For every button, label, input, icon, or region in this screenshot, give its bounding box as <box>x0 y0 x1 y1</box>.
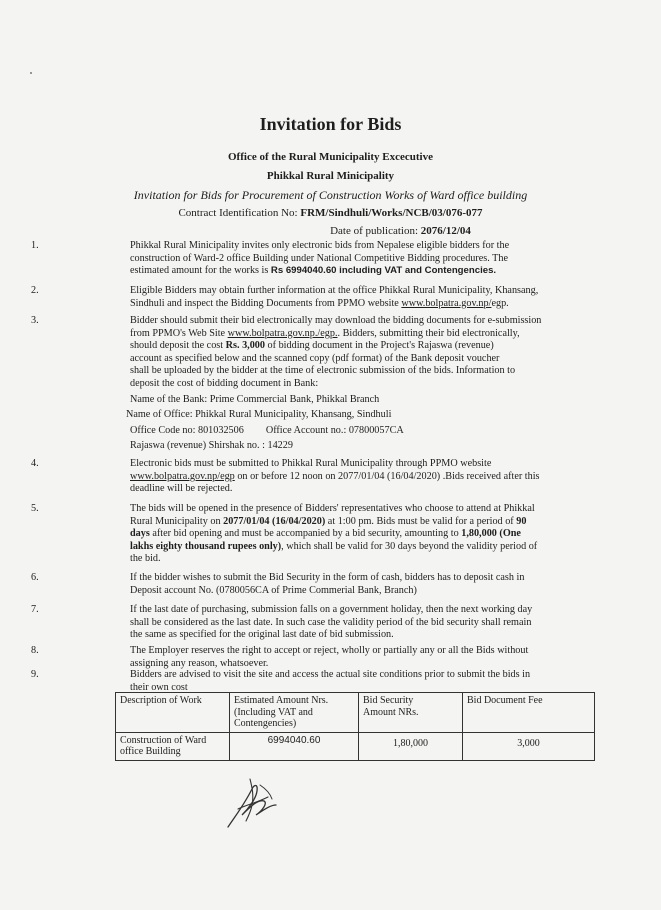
ppmo-link[interactable]: www.bolpatra.gov.np/ <box>401 297 492 309</box>
publication-date: Date of publication: 2076/12/04 <box>330 225 471 237</box>
table-cell-work: Construction of Ward office Building <box>116 732 230 760</box>
purpose-line: Invitation for Bids for Procurement of Construction Works of Ward office building <box>133 188 528 202</box>
municipality-heading: Phikkal Rural Minicipality <box>266 170 395 182</box>
estimated-amount: Rs 6994040.60 including VAT and Contengencies. <box>270 265 497 277</box>
clause-4: 4. Electronic bids must be submitted to Phikkal Rural Municipality through PPMO website www.bolpatra.gov.np/egp on or before 12 noon on 2077/01/04 (16/04/2020) .Bids received after this deadline will be rejected. <box>31 458 540 495</box>
bid-fee-table <box>115 692 595 761</box>
table-cell-amount: 6994040.60 <box>230 732 359 760</box>
office-account: Office Account no.: 07800057CA <box>265 424 404 436</box>
table-header-cell: Description of Work <box>116 693 230 733</box>
office-heading: Office of the Rural Municipality Excecutive <box>228 151 433 163</box>
clause-3: 3. Bidder should submit their bid electronically may download the bidding documents for e-submission from PPMO's Web Site www.bolpatra.gov.np./egp.. Bidders, submitting their bid electronically, should deposit the cost Rs. 3,000 of bidding document in the Project's Rajaswa (revenue) account as specified below and the scanned copy (pdf format) of the Bank deposit voucher shall be uploaded by the bidder at the time of electronic submission of the bids. Information to deposit the cost of bidding document in Bank: Name of the Bank: Prime Commercial Bank, Phikkal Branch Name of Office: Phikkal Rural Municipality, Khansang, Sindhuli Office Code no: 801032506 Office Account no.: 07800057CA Rajaswa (revenue) Shirshak no. : 14229 <box>88 315 608 453</box>
clause-7: 7. If the last date of purchasing, submission falls on a government holiday, then the next working day shall be considered as the last date. In such case the validity period of the bid security shall remain the same as specified for the original last date of bid submission. <box>31 604 533 641</box>
table-header-cell: Bid Document Fee <box>463 693 595 733</box>
ppmo-link[interactable]: www.bolpatra.gov.np/egp <box>130 470 235 482</box>
contract-id: Contract Identification No: FRM/Sindhuli/Works/NCB/03/076-077 <box>178 207 483 219</box>
page-title: Invitation for Bids <box>259 114 402 134</box>
table-row <box>116 732 595 760</box>
clause-2: 2. Eligible Bidders may obtain further information at the office Phikkal Rural Municipality, Khansang, Sindhuli and inspect the Bidding Documents from PPMO website www.bolpatra.gov.np/egp. <box>31 285 539 309</box>
bank-name: Name of the Bank: Prime Commercial Bank, Phikkal Branch <box>130 393 380 405</box>
scan-speck <box>30 72 32 74</box>
clause-8: 8. The Employer reserves the right to accept or reject, wholly or partially any or all the Bids without assigning any reason, whatsoever. <box>31 645 529 669</box>
table-cell-fee: 3,000 <box>463 732 595 760</box>
clause-6: 6. If the bidder wishes to submit the Bid Security in the form of cash, bidders has to deposit cash in Deposit account No. (0780056CA of Prime Commerial Bank, Branch) <box>31 572 525 596</box>
office-code: Office Code no: 801032506 <box>130 424 244 436</box>
rajaswa-shirshak: Rajaswa (revenue) Shirshak no. : 14229 <box>130 440 293 452</box>
table-header-cell: Estimated Amount Nrs. (Including VAT and Contengencies) <box>230 693 359 733</box>
clause-9: 9. Bidders are advised to visit the site and access the actual site conditions prior to submit the bids in their own cost <box>31 669 531 693</box>
table-cell-security: 1,80,000 <box>359 732 463 760</box>
office-name: Name of Office: Phikkal Rural Municipality, Khansang, Sindhuli <box>126 409 392 421</box>
table-header-row <box>116 693 595 733</box>
table-header-cell: Bid Security Amount NRs. <box>359 693 463 733</box>
clause-1: 1. Phikkal Rural Minicipality invites only electronic bids from Nepalese eligible bidders for the construction of Ward-2 office Building under National Competitive Bidding procedures. The estimated amount for the works is Rs 6994040.60 including VAT and Contengencies. <box>31 240 510 277</box>
signature-icon <box>222 775 282 833</box>
ppmo-link[interactable]: www.bolpatra.gov.np./egp. <box>227 327 338 339</box>
clause-5: 5. The bids will be opened in the presence of Bidders' representatives who choose to attend at Phikkal Rural Municipality on 2077/01/04 (16/04/2020) at 1:00 pm. Bids must be valid for a period of 90 days after bid opening and must be accompanied by a bid security, amounting to 1,80,000 (One lakhs eighty thousand rupees only), which shall be valid for 30 days beyond the validity period of the bid. <box>31 503 538 565</box>
